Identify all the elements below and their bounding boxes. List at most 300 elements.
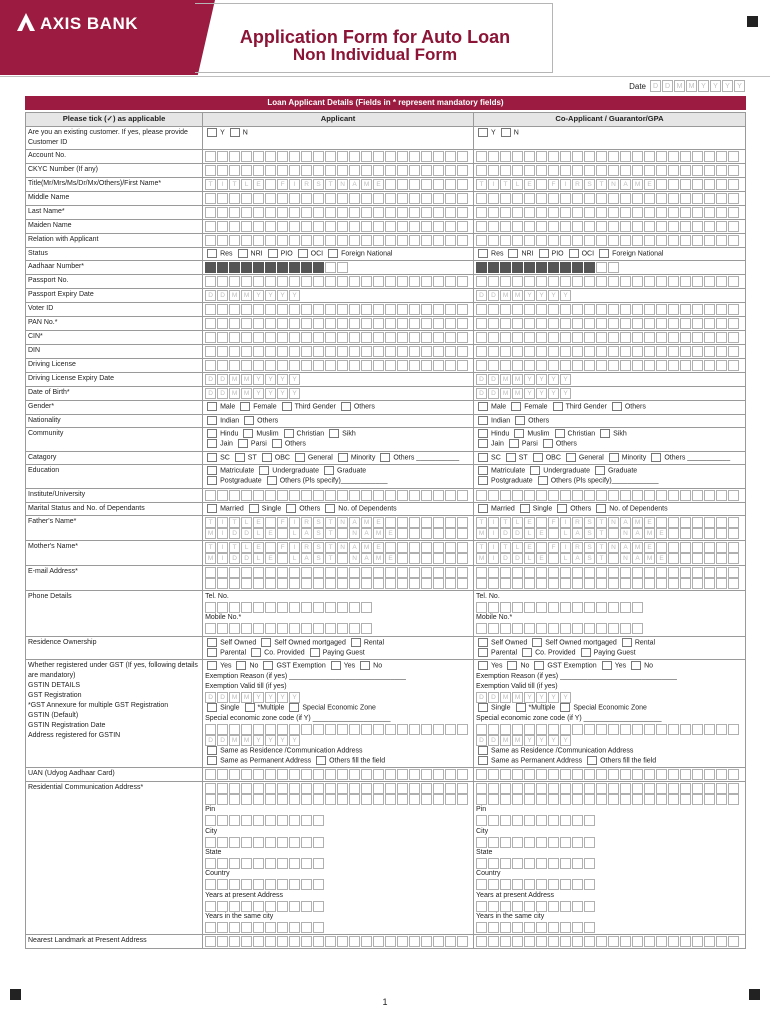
input-box[interactable] (373, 490, 384, 501)
box-row[interactable] (476, 692, 743, 703)
input-box[interactable] (433, 528, 444, 539)
input-box[interactable] (572, 346, 583, 357)
input-box[interactable] (337, 360, 348, 371)
input-box[interactable] (524, 207, 535, 218)
input-box[interactable] (229, 490, 240, 501)
input-box[interactable] (692, 332, 703, 343)
input-box[interactable] (476, 783, 487, 794)
input-box[interactable] (397, 936, 408, 947)
input-box[interactable] (488, 207, 499, 218)
checkbox[interactable] (329, 429, 339, 438)
input-box[interactable] (241, 318, 252, 329)
input-box[interactable]: M (512, 388, 523, 399)
input-box[interactable] (289, 262, 300, 273)
input-box[interactable] (349, 769, 360, 780)
box-row[interactable] (476, 332, 743, 343)
input-box[interactable]: D (217, 735, 228, 746)
input-box[interactable] (584, 304, 595, 315)
input-box[interactable] (596, 221, 607, 232)
input-box[interactable]: R (301, 179, 312, 190)
input-box[interactable] (349, 318, 360, 329)
input-box[interactable] (289, 567, 300, 578)
input-box[interactable] (536, 221, 547, 232)
input-box[interactable] (728, 360, 739, 371)
input-box[interactable] (548, 165, 559, 176)
box-row[interactable] (476, 623, 743, 634)
input-box[interactable] (205, 837, 216, 848)
input-box[interactable] (704, 193, 715, 204)
input-box[interactable] (524, 815, 535, 826)
input-box[interactable] (397, 360, 408, 371)
input-box[interactable] (265, 936, 276, 947)
input-box[interactable] (548, 922, 559, 933)
input-box[interactable] (668, 235, 679, 246)
input-box[interactable] (632, 490, 643, 501)
box-row[interactable] (476, 567, 743, 578)
box-row[interactable] (476, 724, 743, 735)
input-box[interactable] (421, 304, 432, 315)
input-box[interactable] (596, 602, 607, 613)
input-box[interactable] (500, 235, 511, 246)
input-box[interactable] (325, 567, 336, 578)
input-box[interactable]: T (596, 542, 607, 553)
community-option[interactable] (236, 439, 267, 449)
input-box[interactable] (728, 193, 739, 204)
input-box[interactable]: E (656, 553, 667, 564)
input-box[interactable] (409, 235, 420, 246)
input-box[interactable] (500, 724, 511, 735)
input-box[interactable] (277, 794, 288, 805)
input-box[interactable] (596, 304, 607, 315)
input-box[interactable] (361, 360, 372, 371)
input-box[interactable] (560, 151, 571, 162)
input-box[interactable] (644, 207, 655, 218)
input-box[interactable] (692, 769, 703, 780)
box-row[interactable] (205, 783, 471, 794)
input-box[interactable] (644, 165, 655, 176)
input-box[interactable] (680, 769, 691, 780)
checkbox[interactable] (207, 453, 217, 462)
checkbox[interactable] (243, 429, 253, 438)
input-box[interactable] (301, 769, 312, 780)
input-box[interactable] (241, 858, 252, 869)
input-box[interactable] (704, 221, 715, 232)
input-box[interactable] (361, 794, 372, 805)
input-box[interactable] (512, 221, 523, 232)
input-box[interactable] (704, 578, 715, 589)
input-box[interactable] (596, 193, 607, 204)
input-box[interactable] (512, 490, 523, 501)
input-box[interactable] (728, 346, 739, 357)
input-box[interactable] (548, 490, 559, 501)
input-box[interactable] (217, 602, 228, 613)
input-box[interactable] (253, 578, 264, 589)
input-box[interactable] (584, 783, 595, 794)
input-box[interactable] (205, 151, 216, 162)
input-box[interactable] (560, 318, 571, 329)
input-box[interactable] (433, 165, 444, 176)
input-box[interactable] (229, 567, 240, 578)
input-box[interactable]: Y (277, 290, 288, 301)
checkbox[interactable] (478, 466, 488, 475)
input-box[interactable] (253, 235, 264, 246)
input-box[interactable] (277, 207, 288, 218)
gst-single-option[interactable] (476, 703, 510, 713)
input-box[interactable] (656, 794, 667, 805)
input-box[interactable] (253, 304, 264, 315)
input-box[interactable] (596, 235, 607, 246)
input-box[interactable] (253, 207, 264, 218)
input-box[interactable]: E (253, 542, 264, 553)
input-box[interactable]: Y (536, 692, 547, 703)
input-box[interactable]: I (217, 179, 228, 190)
input-box[interactable] (536, 567, 547, 578)
input-box[interactable] (253, 346, 264, 357)
input-box[interactable] (728, 276, 739, 287)
community-option[interactable] (476, 429, 509, 439)
input-box[interactable] (680, 360, 691, 371)
input-box[interactable]: A (349, 517, 360, 528)
input-box[interactable] (728, 936, 739, 947)
input-box[interactable] (536, 318, 547, 329)
input-box[interactable] (289, 318, 300, 329)
input-box[interactable]: E (524, 517, 535, 528)
input-box[interactable]: Y (289, 290, 300, 301)
input-box[interactable] (608, 262, 619, 273)
input-box[interactable] (548, 769, 559, 780)
input-box[interactable] (373, 783, 384, 794)
input-box[interactable] (572, 794, 583, 805)
box-row[interactable] (205, 179, 471, 190)
input-box[interactable] (488, 165, 499, 176)
box-row[interactable] (476, 794, 743, 805)
input-box[interactable] (500, 783, 511, 794)
input-box[interactable] (301, 783, 312, 794)
input-box[interactable] (692, 318, 703, 329)
input-box[interactable] (680, 794, 691, 805)
input-box[interactable] (728, 151, 739, 162)
input-box[interactable] (512, 567, 523, 578)
input-box[interactable] (397, 276, 408, 287)
input-box[interactable] (716, 318, 727, 329)
input-box[interactable]: T (500, 517, 511, 528)
input-box[interactable] (584, 602, 595, 613)
input-box[interactable] (644, 794, 655, 805)
input-box[interactable] (476, 193, 487, 204)
box-row[interactable] (205, 542, 471, 553)
date-box[interactable]: M (686, 80, 697, 92)
input-box[interactable] (608, 567, 619, 578)
input-box[interactable] (620, 235, 631, 246)
input-box[interactable]: E (373, 542, 384, 553)
status-option[interactable] (326, 249, 392, 259)
checkbox[interactable] (508, 249, 518, 258)
input-box[interactable] (620, 276, 631, 287)
input-box[interactable] (409, 332, 420, 343)
input-box[interactable] (668, 542, 679, 553)
input-box[interactable] (704, 794, 715, 805)
input-box[interactable] (337, 490, 348, 501)
input-box[interactable] (524, 193, 535, 204)
input-box[interactable] (512, 901, 523, 912)
input-box[interactable] (488, 235, 499, 246)
input-box[interactable]: T (325, 179, 336, 190)
checkbox[interactable] (207, 402, 217, 411)
input-box[interactable] (301, 794, 312, 805)
input-box[interactable] (476, 165, 487, 176)
checkbox[interactable] (602, 661, 612, 670)
input-box[interactable] (572, 837, 583, 848)
input-box[interactable] (536, 901, 547, 912)
input-box[interactable] (397, 794, 408, 805)
input-box[interactable] (361, 769, 372, 780)
input-box[interactable]: Y (548, 735, 559, 746)
input-box[interactable] (241, 794, 252, 805)
input-box[interactable] (253, 922, 264, 933)
input-box[interactable] (349, 165, 360, 176)
box-row[interactable] (205, 374, 471, 385)
input-box[interactable] (500, 858, 511, 869)
input-box[interactable] (524, 332, 535, 343)
input-box[interactable] (205, 346, 216, 357)
community-option[interactable] (598, 429, 627, 439)
category-option[interactable] (293, 453, 333, 463)
input-box[interactable] (620, 318, 631, 329)
input-box[interactable]: I (289, 179, 300, 190)
input-box[interactable] (668, 769, 679, 780)
input-box[interactable] (241, 783, 252, 794)
input-box[interactable] (644, 360, 655, 371)
input-box[interactable] (572, 490, 583, 501)
input-box[interactable]: A (301, 528, 312, 539)
input-box[interactable]: M (373, 528, 384, 539)
input-box[interactable]: D (476, 290, 487, 301)
input-box[interactable] (476, 578, 487, 589)
input-box[interactable] (277, 578, 288, 589)
input-box[interactable] (301, 815, 312, 826)
input-box[interactable]: T (325, 517, 336, 528)
input-box[interactable] (301, 837, 312, 848)
gender-option[interactable] (551, 402, 607, 412)
input-box[interactable] (560, 769, 571, 780)
input-box[interactable] (205, 276, 216, 287)
input-box[interactable] (620, 221, 631, 232)
input-box[interactable] (409, 724, 420, 735)
input-box[interactable]: M (512, 735, 523, 746)
input-box[interactable] (217, 332, 228, 343)
input-box[interactable] (361, 318, 372, 329)
input-box[interactable] (704, 724, 715, 735)
box-row[interactable] (205, 769, 471, 780)
input-box[interactable] (337, 567, 348, 578)
input-box[interactable] (277, 165, 288, 176)
input-box[interactable] (524, 879, 535, 890)
input-box[interactable] (277, 221, 288, 232)
input-box[interactable]: M (241, 290, 252, 301)
input-box[interactable] (488, 879, 499, 890)
input-box[interactable] (253, 602, 264, 613)
input-box[interactable]: M (500, 388, 511, 399)
input-box[interactable] (548, 567, 559, 578)
input-box[interactable] (548, 815, 559, 826)
input-box[interactable] (584, 276, 595, 287)
nationality-option[interactable] (205, 416, 239, 426)
input-box[interactable] (536, 517, 547, 528)
input-box[interactable] (608, 360, 619, 371)
input-box[interactable] (560, 332, 571, 343)
box-row[interactable] (476, 490, 743, 501)
category-option[interactable] (504, 453, 528, 463)
box-row[interactable] (205, 221, 471, 232)
checkbox[interactable] (262, 453, 272, 462)
input-box[interactable] (349, 794, 360, 805)
checkbox[interactable] (539, 249, 549, 258)
residence-option[interactable] (476, 648, 517, 658)
input-box[interactable] (445, 304, 456, 315)
input-box[interactable] (385, 318, 396, 329)
input-box[interactable] (313, 151, 324, 162)
input-box[interactable] (241, 602, 252, 613)
input-box[interactable] (728, 332, 739, 343)
education-option[interactable] (476, 466, 525, 476)
input-box[interactable] (301, 490, 312, 501)
input-box[interactable] (716, 332, 727, 343)
input-box[interactable] (457, 490, 468, 501)
input-box[interactable] (457, 207, 468, 218)
nationality-option[interactable] (242, 416, 278, 426)
input-box[interactable] (524, 769, 535, 780)
input-box[interactable] (229, 724, 240, 735)
input-box[interactable] (313, 837, 324, 848)
checkbox[interactable] (509, 439, 519, 448)
box-row[interactable] (476, 879, 743, 890)
box-row[interactable] (476, 735, 743, 746)
input-box[interactable] (349, 151, 360, 162)
input-box[interactable] (265, 724, 276, 735)
input-box[interactable] (397, 769, 408, 780)
input-box[interactable] (217, 276, 228, 287)
input-box[interactable] (548, 360, 559, 371)
input-box[interactable]: F (548, 517, 559, 528)
category-option[interactable] (336, 453, 376, 463)
input-box[interactable] (572, 221, 583, 232)
input-box[interactable] (476, 235, 487, 246)
input-box[interactable] (457, 332, 468, 343)
input-box[interactable] (313, 165, 324, 176)
input-box[interactable] (584, 858, 595, 869)
box-row[interactable] (476, 517, 743, 528)
box-row[interactable] (205, 304, 471, 315)
date-box[interactable]: Y (722, 80, 733, 92)
input-box[interactable] (229, 235, 240, 246)
input-box[interactable] (488, 602, 499, 613)
input-box[interactable] (325, 346, 336, 357)
input-box[interactable] (373, 346, 384, 357)
input-box[interactable]: M (476, 553, 487, 564)
input-box[interactable] (457, 769, 468, 780)
input-box[interactable] (572, 922, 583, 933)
input-box[interactable] (536, 578, 547, 589)
input-box[interactable] (668, 332, 679, 343)
input-box[interactable] (716, 794, 727, 805)
input-box[interactable] (596, 165, 607, 176)
input-box[interactable] (229, 151, 240, 162)
input-box[interactable] (500, 567, 511, 578)
residence-option[interactable] (520, 648, 575, 658)
input-box[interactable] (704, 490, 715, 501)
input-box[interactable]: A (301, 553, 312, 564)
status-option[interactable] (236, 249, 263, 259)
box-row[interactable] (476, 318, 743, 329)
box-row[interactable] (205, 837, 471, 848)
input-box[interactable] (325, 276, 336, 287)
input-box[interactable] (397, 165, 408, 176)
input-box[interactable] (536, 542, 547, 553)
input-box[interactable]: S (313, 179, 324, 190)
input-box[interactable] (409, 542, 420, 553)
input-box[interactable] (488, 360, 499, 371)
input-box[interactable] (512, 578, 523, 589)
input-box[interactable]: T (229, 542, 240, 553)
input-box[interactable]: Y (253, 388, 264, 399)
input-box[interactable] (476, 837, 487, 848)
checkbox[interactable] (272, 439, 282, 448)
input-box[interactable] (596, 567, 607, 578)
checkbox[interactable] (506, 453, 516, 462)
input-box[interactable] (205, 602, 216, 613)
input-box[interactable] (421, 318, 432, 329)
input-box[interactable] (457, 360, 468, 371)
input-box[interactable]: Y (289, 735, 300, 746)
input-box[interactable]: M (644, 553, 655, 564)
input-box[interactable] (560, 879, 571, 890)
input-box[interactable] (361, 936, 372, 947)
input-box[interactable] (596, 276, 607, 287)
input-box[interactable] (524, 221, 535, 232)
input-box[interactable] (716, 346, 727, 357)
checkbox[interactable] (538, 476, 548, 485)
input-box[interactable] (584, 901, 595, 912)
input-box[interactable] (560, 262, 571, 273)
input-box[interactable] (385, 304, 396, 315)
input-box[interactable] (373, 207, 384, 218)
input-box[interactable] (536, 151, 547, 162)
box-row[interactable] (476, 388, 743, 399)
gst-option[interactable] (261, 661, 325, 671)
checkbox[interactable] (251, 648, 261, 657)
input-box[interactable] (361, 724, 372, 735)
checkbox[interactable] (478, 429, 488, 438)
input-box[interactable]: Y (560, 388, 571, 399)
input-box[interactable] (277, 235, 288, 246)
input-box[interactable] (584, 567, 595, 578)
input-box[interactable] (500, 922, 511, 933)
input-box[interactable] (680, 578, 691, 589)
input-box[interactable] (644, 346, 655, 357)
input-box[interactable] (644, 304, 655, 315)
input-box[interactable]: M (632, 179, 643, 190)
box-row[interactable] (476, 193, 743, 204)
gst-address-option[interactable] (205, 756, 311, 766)
input-box[interactable] (265, 578, 276, 589)
input-box[interactable]: D (217, 388, 228, 399)
input-box[interactable] (325, 578, 336, 589)
input-box[interactable] (301, 936, 312, 947)
input-box[interactable] (277, 815, 288, 826)
input-box[interactable] (325, 207, 336, 218)
input-box[interactable] (476, 901, 487, 912)
input-box[interactable]: L (241, 179, 252, 190)
